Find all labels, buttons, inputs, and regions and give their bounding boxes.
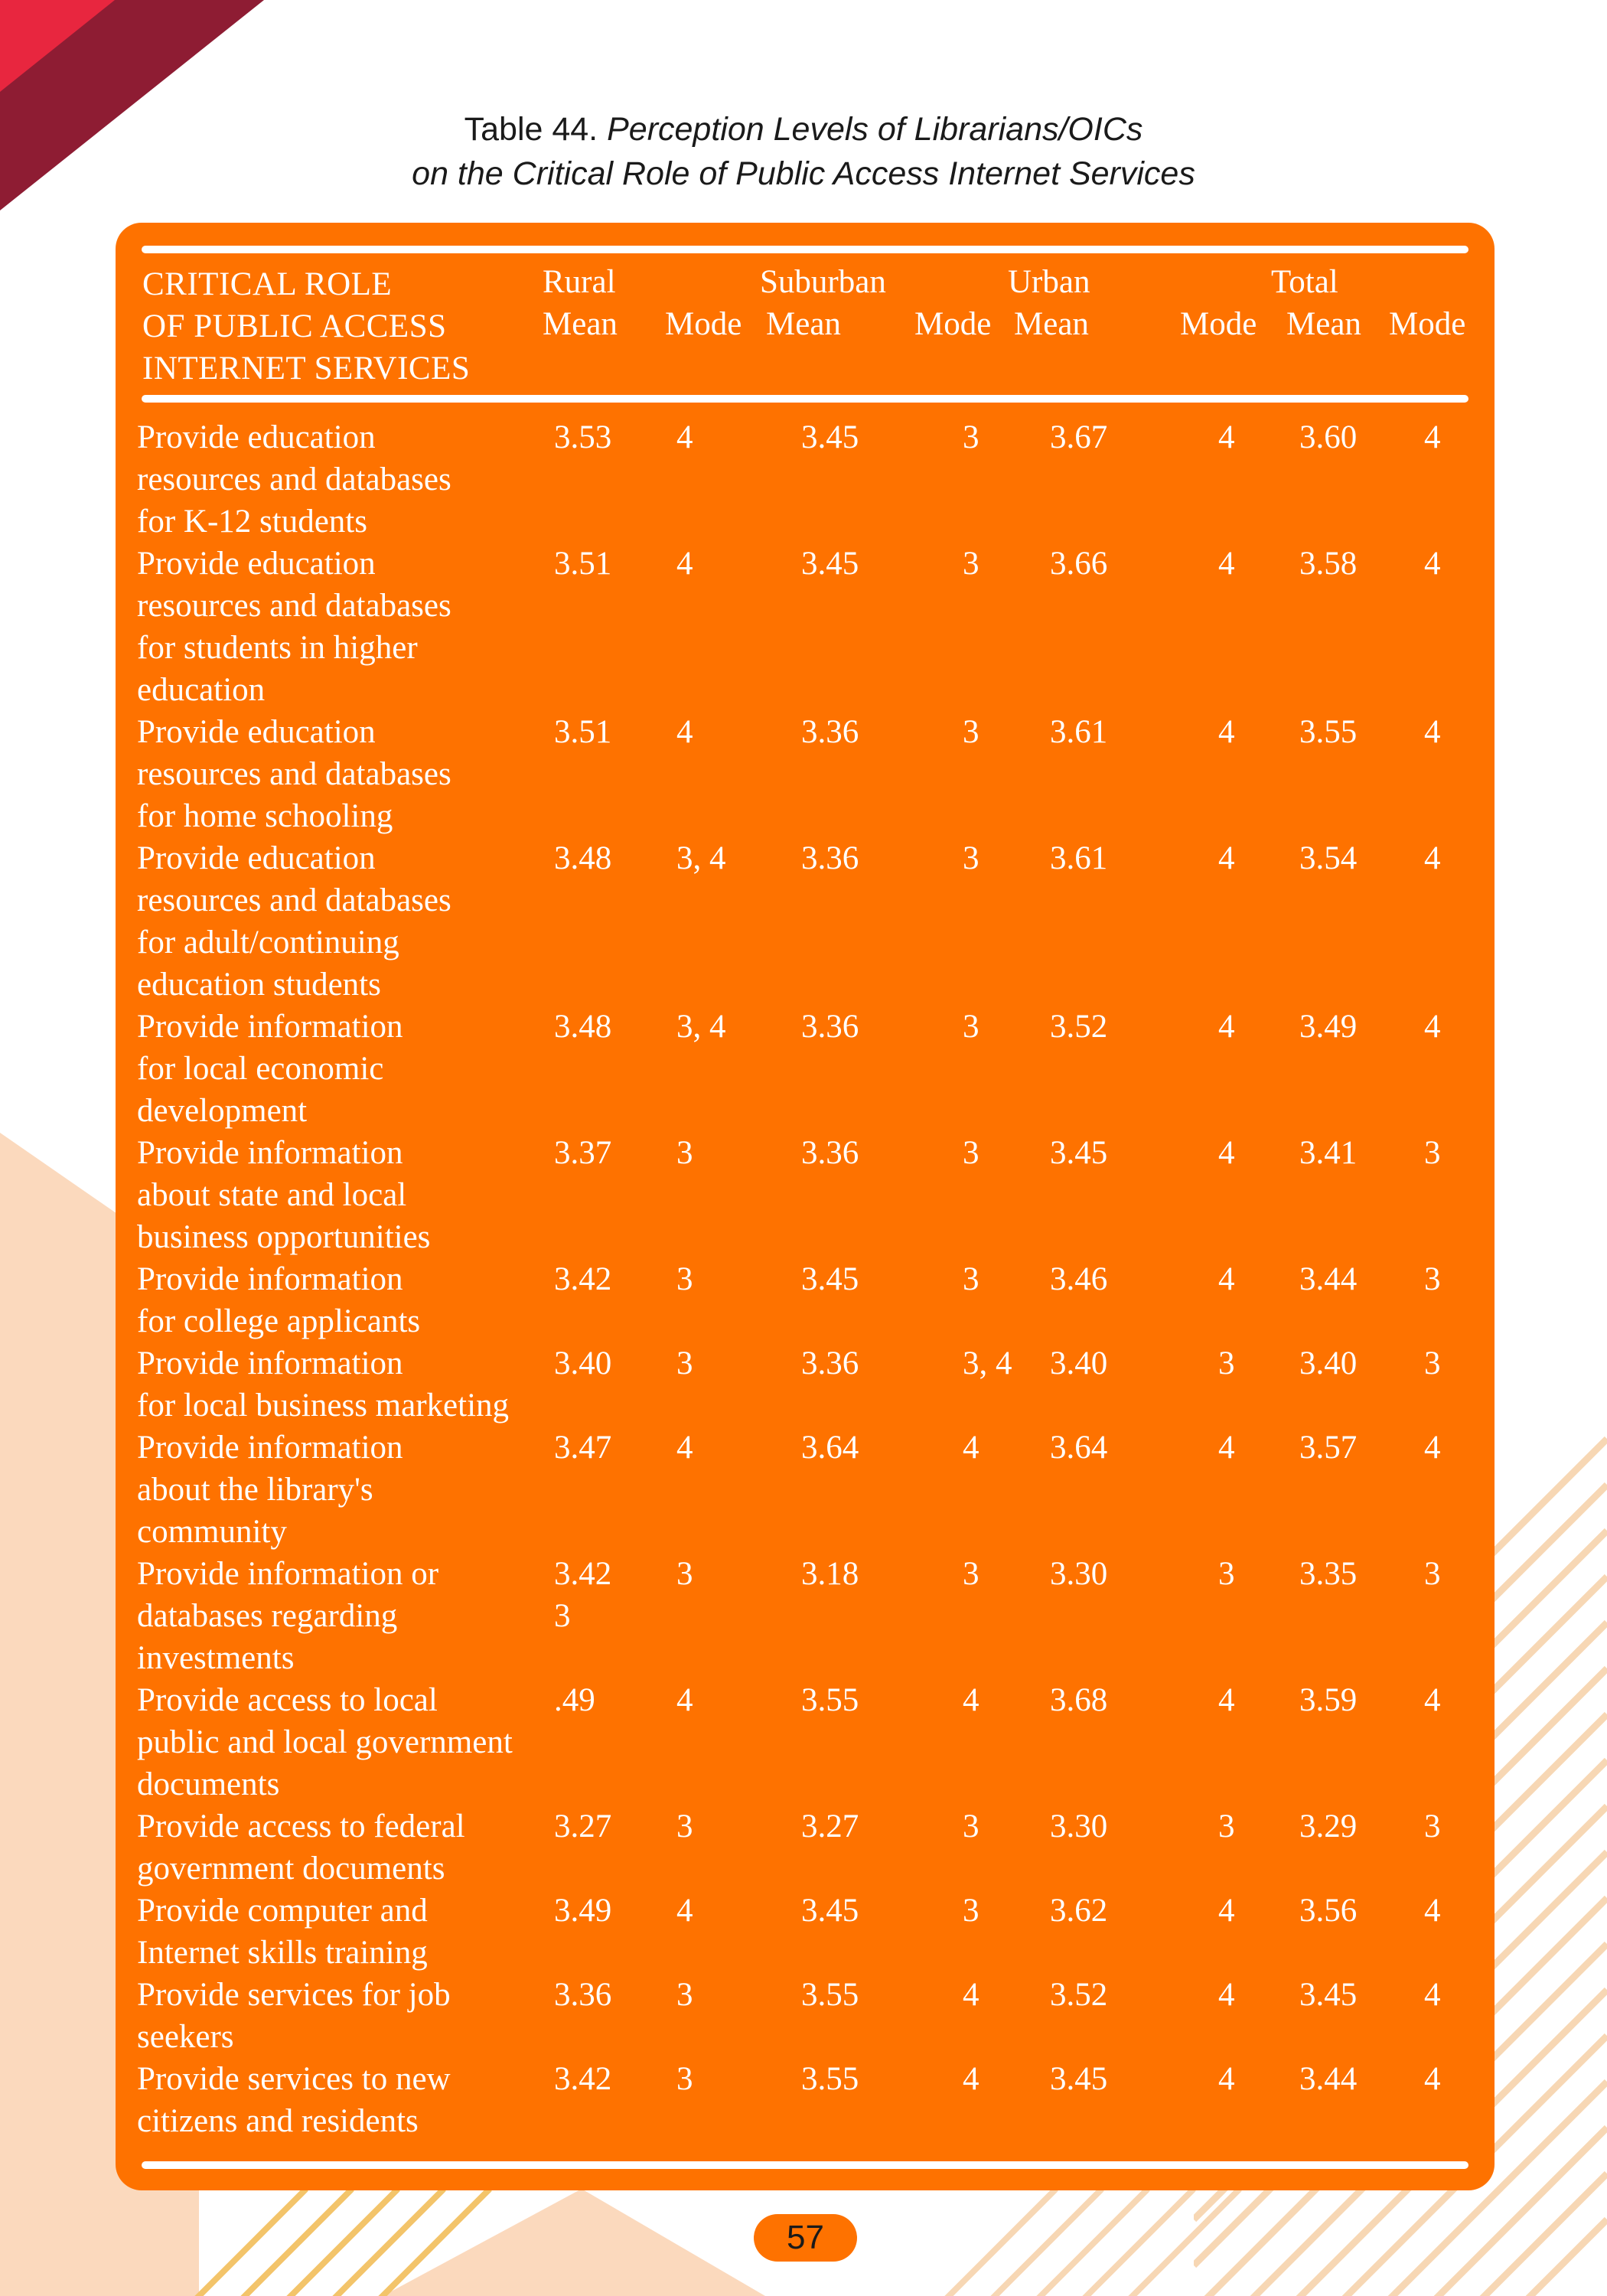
row-14-cell-4: 4: [963, 1977, 980, 2013]
row-8-cell-5: 3.40: [1050, 1345, 1108, 1381]
row-5-label-line-2: for local economic: [137, 1051, 384, 1087]
row-12-cell-2: 3: [676, 1808, 693, 1844]
row-header-line-3: INTERNET SERVICES: [142, 351, 471, 386]
row-8-cell-3: 3.36: [801, 1345, 859, 1381]
subheader-urban-mean: Mean: [1014, 306, 1089, 342]
row-7-cell-3: 3.45: [801, 1261, 859, 1297]
row-8-cell-2: 3: [676, 1345, 693, 1381]
row-4-cell-8: 4: [1424, 840, 1441, 876]
row-8-cell-7: 3.40: [1299, 1345, 1358, 1381]
row-6-cell-3: 3.36: [801, 1135, 859, 1171]
row-11-cell-6: 4: [1218, 1682, 1235, 1718]
row-10-cell-4: 3: [963, 1556, 980, 1592]
row-7-label-line-2: for college applicants: [137, 1303, 421, 1339]
row-10-cell-6: 3: [1218, 1556, 1235, 1592]
row-13-cell-7: 3.56: [1299, 1893, 1358, 1929]
row-13-label-line-1: Provide computer and: [137, 1893, 428, 1929]
row-9-cell-4: 4: [963, 1430, 980, 1466]
row-12-label-line-2: government documents: [137, 1851, 445, 1887]
row-1-label-line-3: for K-12 students: [137, 504, 367, 540]
row-15-label-line-2: citizens and residents: [137, 2103, 419, 2139]
row-7-cell-1: 3.42: [554, 1261, 612, 1297]
table-panel: [116, 223, 1495, 2190]
group-header-suburban: Suburban: [760, 264, 886, 300]
row-3-cell-5: 3.61: [1050, 714, 1108, 750]
row-8-cell-1: 3.40: [554, 1345, 612, 1381]
row-3-label-line-3: for home schooling: [137, 798, 393, 834]
subheader-rural-mode: Mode: [665, 306, 742, 342]
row-11-cell-1: .49: [554, 1682, 595, 1718]
row-15-label-line-1: Provide services to new: [137, 2061, 451, 2097]
row-2-cell-1: 3.51: [554, 546, 612, 582]
row-8-cell-8: 3: [1424, 1345, 1441, 1381]
row-10-label-line-3: investments: [137, 1640, 295, 1676]
row-10-cell-5: 3.30: [1050, 1556, 1108, 1592]
row-15-cell-1: 3.42: [554, 2061, 612, 2097]
row-11-cell-3: 3.55: [801, 1682, 859, 1718]
row-15-cell-4: 4: [963, 2061, 980, 2097]
row-2-cell-3: 3.45: [801, 546, 859, 582]
row-1-cell-6: 4: [1218, 419, 1235, 455]
row-13-cell-1: 3.49: [554, 1893, 612, 1929]
row-14-cell-8: 4: [1424, 1977, 1441, 2013]
row-9-cell-5: 3.64: [1050, 1430, 1108, 1466]
row-11-cell-7: 3.59: [1299, 1682, 1358, 1718]
row-11-cell-4: 4: [963, 1682, 980, 1718]
row-13-cell-3: 3.45: [801, 1893, 859, 1929]
row-5-cell-1: 3.48: [554, 1009, 612, 1045]
row-5-label-line-3: development: [137, 1093, 308, 1129]
row-2-label-line-2: resources and databases: [137, 588, 451, 624]
row-9-cell-7: 3.57: [1299, 1430, 1358, 1466]
row-13-label-line-2: Internet skills training: [137, 1935, 428, 1971]
row-14-label-line-2: seekers: [137, 2019, 234, 2055]
row-4-cell-1: 3.48: [554, 840, 612, 876]
row-12-label-line-1: Provide access to federal: [137, 1808, 465, 1844]
row-2-label-line-1: Provide education: [137, 546, 376, 582]
row-3-cell-7: 3.55: [1299, 714, 1358, 750]
row-7-cell-6: 4: [1218, 1261, 1235, 1297]
caption-line-2: [0, 152, 1607, 196]
row-5-cell-5: 3.52: [1050, 1009, 1108, 1045]
subheader-total-mode: Mode: [1389, 306, 1466, 342]
row-14-label-line-1: Provide services for job: [137, 1977, 451, 2013]
row-1-label-line-2: resources and databases: [137, 461, 451, 497]
row-6-label-line-2: about state and local: [137, 1177, 407, 1213]
row-9-cell-2: 4: [676, 1430, 693, 1466]
row-10-label-line-1: Provide information or: [137, 1556, 439, 1592]
row-14-cell-2: 3: [676, 1977, 693, 2013]
row-8-label-line-2: for local business marketing: [137, 1388, 510, 1424]
row-13-cell-6: 4: [1218, 1893, 1235, 1929]
row-14-cell-7: 3.45: [1299, 1977, 1358, 2013]
row-7-cell-2: 3: [676, 1261, 693, 1297]
row-12-cell-1: 3.27: [554, 1808, 612, 1844]
row-1-cell-2: 4: [676, 419, 693, 455]
row-15-cell-7: 3.44: [1299, 2061, 1358, 2097]
row-13-cell-4: 3: [963, 1893, 980, 1929]
row-2-cell-8: 4: [1424, 546, 1441, 582]
row-14-cell-5: 3.52: [1050, 1977, 1108, 2013]
row-3-label-line-2: resources and databases: [137, 756, 451, 792]
row-10-label-line-2: databases regarding: [137, 1598, 398, 1634]
row-1-cell-1: 3.53: [554, 419, 612, 455]
subheader-rural-mean: Mean: [543, 306, 618, 342]
row-11-label-line-1: Provide access to local: [137, 1682, 438, 1718]
row-3-cell-2: 4: [676, 714, 693, 750]
row-2-label-line-3: for students in higher: [137, 630, 418, 666]
row-2-cell-7: 3.58: [1299, 546, 1358, 582]
row-13-cell-5: 3.62: [1050, 1893, 1108, 1929]
table-caption: [0, 107, 1607, 196]
row-7-cell-4: 3: [963, 1261, 980, 1297]
row-2-cell-2: 4: [676, 546, 693, 582]
row-5-cell-8: 4: [1424, 1009, 1441, 1045]
row-10-cell-8: 3: [1424, 1556, 1441, 1592]
table-title-line-1: Perception Levels of Librarians/OICs: [607, 111, 1143, 148]
row-3-cell-4: 3: [963, 714, 980, 750]
row-12-cell-7: 3.29: [1299, 1808, 1358, 1844]
row-4-cell-7: 3.54: [1299, 840, 1358, 876]
row-2-label-line-4: education: [137, 672, 266, 708]
table-title-line-2: on the Critical Role of Public Access Internet Services: [412, 155, 1195, 192]
row-12-cell-8: 3: [1424, 1808, 1441, 1844]
row-7-cell-5: 3.46: [1050, 1261, 1108, 1297]
row-11-label-line-3: documents: [137, 1766, 280, 1802]
row-8-cell-6: 3: [1218, 1345, 1235, 1381]
row-11-cell-2: 4: [676, 1682, 693, 1718]
group-header-total: Total: [1271, 264, 1338, 300]
row-1-cell-4: 3: [963, 419, 980, 455]
row-3-cell-6: 4: [1218, 714, 1235, 750]
row-7-cell-8: 3: [1424, 1261, 1441, 1297]
row-7-cell-7: 3.44: [1299, 1261, 1358, 1297]
row-1-cell-8: 4: [1424, 419, 1441, 455]
row-12-cell-3: 3.27: [801, 1808, 859, 1844]
row-2-cell-4: 3: [963, 546, 980, 582]
row-15-cell-3: 3.55: [801, 2061, 859, 2097]
row-11-cell-8: 4: [1424, 1682, 1441, 1718]
row-3-cell-8: 4: [1424, 714, 1441, 750]
row-4-cell-5: 3.61: [1050, 840, 1108, 876]
row-10-cell-1: 3.42 3: [554, 1556, 612, 1634]
subheader-suburban-mode: Mode: [914, 306, 992, 342]
table-top-rule: [142, 246, 1468, 253]
row-4-cell-3: 3.36: [801, 840, 859, 876]
row-6-cell-4: 3: [963, 1135, 980, 1171]
row-5-cell-7: 3.49: [1299, 1009, 1358, 1045]
row-13-cell-8: 4: [1424, 1893, 1441, 1929]
row-3-label-line-1: Provide education: [137, 714, 376, 750]
row-9-cell-3: 3.64: [801, 1430, 859, 1466]
row-4-label-line-1: Provide education: [137, 840, 376, 876]
row-10-cell-3: 3.18: [801, 1556, 859, 1592]
table-number: Table 44.: [464, 111, 598, 148]
row-1-label-line-1: Provide education: [137, 419, 376, 455]
row-3-cell-1: 3.51: [554, 714, 612, 750]
row-6-cell-8: 3: [1424, 1135, 1441, 1171]
row-6-cell-2: 3: [676, 1135, 693, 1171]
row-9-cell-8: 4: [1424, 1430, 1441, 1466]
caption-line-1: [0, 107, 1607, 152]
row-12-cell-6: 3: [1218, 1808, 1235, 1844]
row-4-label-line-4: education students: [137, 967, 381, 1003]
row-15-cell-6: 4: [1218, 2061, 1235, 2097]
subheader-total-mean: Mean: [1286, 306, 1361, 342]
row-3-cell-3: 3.36: [801, 714, 859, 750]
row-14-cell-6: 4: [1218, 1977, 1235, 2013]
table-bottom-rule: [142, 2161, 1468, 2169]
row-6-cell-6: 4: [1218, 1135, 1235, 1171]
row-5-cell-4: 3: [963, 1009, 980, 1045]
row-2-cell-5: 3.66: [1050, 546, 1108, 582]
page-number: 57: [754, 2214, 857, 2262]
row-5-cell-2: 3, 4: [676, 1009, 726, 1045]
row-2-cell-6: 4: [1218, 546, 1235, 582]
row-4-label-line-3: for adult/continuing: [137, 925, 399, 960]
row-1-cell-7: 3.60: [1299, 419, 1358, 455]
row-1-cell-5: 3.67: [1050, 419, 1108, 455]
row-14-cell-3: 3.55: [801, 1977, 859, 2013]
row-9-cell-1: 3.47: [554, 1430, 612, 1466]
row-4-cell-4: 3: [963, 840, 980, 876]
row-10-cell-2: 3: [676, 1556, 693, 1592]
subheader-suburban-mean: Mean: [766, 306, 841, 342]
row-9-label-line-2: about the library's: [137, 1472, 373, 1508]
row-15-cell-2: 3: [676, 2061, 693, 2097]
row-1-cell-3: 3.45: [801, 419, 859, 455]
row-9-label-line-3: community: [137, 1514, 287, 1550]
group-header-rural: Rural: [543, 264, 616, 300]
group-header-urban: Urban: [1008, 264, 1090, 300]
row-6-label-line-1: Provide information: [137, 1135, 403, 1171]
row-13-cell-2: 4: [676, 1893, 693, 1929]
table-header-rule: [142, 395, 1468, 403]
row-6-label-line-3: business opportunities: [137, 1219, 431, 1255]
subheader-urban-mode: Mode: [1180, 306, 1257, 342]
row-4-cell-2: 3, 4: [676, 840, 726, 876]
row-5-cell-6: 4: [1218, 1009, 1235, 1045]
row-8-label-line-1: Provide information: [137, 1345, 403, 1381]
row-header-line-2: OF PUBLIC ACCESS: [142, 308, 447, 344]
row-7-label-line-1: Provide information: [137, 1261, 403, 1297]
row-15-cell-5: 3.45: [1050, 2061, 1108, 2097]
row-5-label-line-1: Provide information: [137, 1009, 403, 1045]
row-14-cell-1: 3.36: [554, 1977, 612, 2013]
row-6-cell-5: 3.45: [1050, 1135, 1108, 1171]
row-4-label-line-2: resources and databases: [137, 882, 451, 918]
row-11-cell-5: 3.68: [1050, 1682, 1108, 1718]
row-12-cell-5: 3.30: [1050, 1808, 1108, 1844]
row-5-cell-3: 3.36: [801, 1009, 859, 1045]
row-9-cell-6: 4: [1218, 1430, 1235, 1466]
row-9-label-line-1: Provide information: [137, 1430, 403, 1466]
row-8-cell-4: 3, 4: [963, 1345, 1012, 1381]
row-11-label-line-2: public and local government: [137, 1724, 513, 1760]
row-12-cell-4: 3: [963, 1808, 980, 1844]
row-6-cell-7: 3.41: [1299, 1135, 1358, 1171]
row-4-cell-6: 4: [1218, 840, 1235, 876]
row-6-cell-1: 3.37: [554, 1135, 612, 1171]
row-15-cell-8: 4: [1424, 2061, 1441, 2097]
row-header-line-1: CRITICAL ROLE: [142, 266, 393, 302]
row-10-cell-7: 3.35: [1299, 1556, 1358, 1592]
